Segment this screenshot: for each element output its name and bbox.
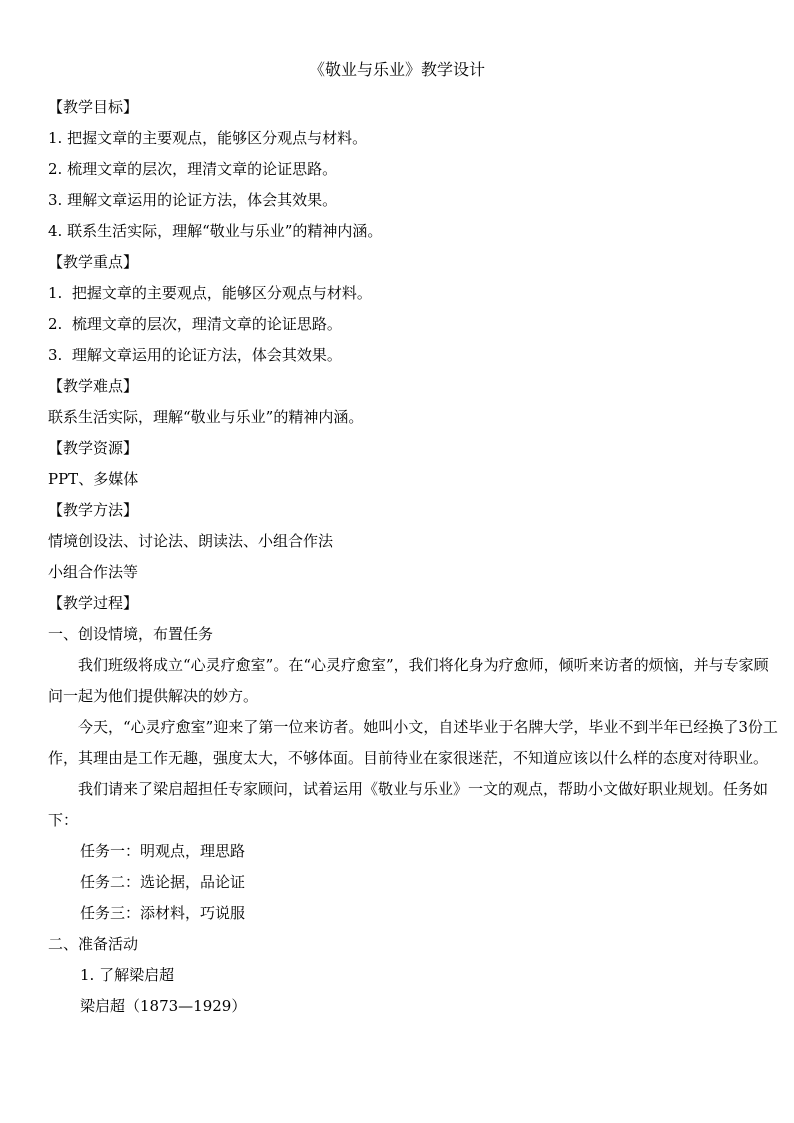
difficulties-heading: 【教学难点】 — [48, 377, 139, 395]
objective-item-3: 3. 理解文章运用的论证方法，体会其效果。 — [48, 191, 338, 209]
section-2-heading: 二、准备活动 — [48, 935, 139, 953]
document-title: 《敬业与乐业》教学设计 — [308, 60, 485, 79]
resources-text: PPT、多媒体 — [48, 470, 139, 488]
section-1-paragraph-3: 我们请来了梁启超担任专家顾问，试着运用《敬业与乐业》一文的观点，帮助小文做好职业规划。任务如下： — [48, 780, 769, 829]
key-points-heading: 【教学重点】 — [48, 253, 139, 271]
methods-heading: 【教学方法】 — [48, 501, 139, 519]
document-body — [48, 92, 778, 1022]
section-1-paragraph-2: 今天，“心灵疗愈室”迎来了第一位来访者。她叫小文，自述毕业于名牌大学，毕业不到半年已经换了3份工作，其理由是工作无趣，强度太大，不够体面。目前待业在家很迷茫，不知道应该以什么样的态度对待职业。 — [48, 718, 778, 767]
task-item-1: 任务一：明观点，理思路 — [80, 842, 246, 860]
objective-item-2: 2. 梳理文章的层次，理清文章的论证思路。 — [48, 160, 338, 178]
task-item-2: 任务二：选论据，品论证 — [80, 873, 246, 891]
task-item-3: 任务三：添材料，巧说服 — [80, 904, 246, 922]
key-point-item-2: 2. 梳理文章的层次，理清文章的论证思路。 — [48, 315, 342, 333]
objective-item-4: 4. 联系生活实际，理解“敬业与乐业”的精神内涵。 — [48, 222, 383, 240]
section-1-paragraph-1: 我们班级将成立“心灵疗愈室”。在“心灵疗愈室”，我们将化身为疗愈师，倾听来访者的烦恼，并与专家顾问一起为他们提供解决的妙方。 — [48, 656, 769, 705]
difficulties-text: 联系生活实际，理解“敬业与乐业”的精神内涵。 — [48, 408, 364, 426]
key-point-item-3: 3. 理解文章运用的论证方法，体会其效果。 — [48, 346, 342, 364]
methods-line-1: 情境创设法、讨论法、朗读法、小组合作法 — [48, 532, 334, 550]
section-1-heading: 一、创设情境，布置任务 — [48, 625, 214, 643]
section-2-subheading: 1. 了解梁启超 — [80, 966, 175, 984]
biography-line: 梁启超（1873—1929） — [80, 997, 247, 1015]
key-point-item-1: 1. 把握文章的主要观点，能够区分观点与材料。 — [48, 284, 372, 302]
methods-line-2: 小组合作法等 — [48, 563, 139, 581]
objective-item-1: 1. 把握文章的主要观点，能够区分观点与材料。 — [48, 129, 368, 147]
objectives-heading: 【教学目标】 — [48, 98, 139, 116]
resources-heading: 【教学资源】 — [48, 439, 139, 457]
process-heading: 【教学过程】 — [48, 594, 139, 612]
